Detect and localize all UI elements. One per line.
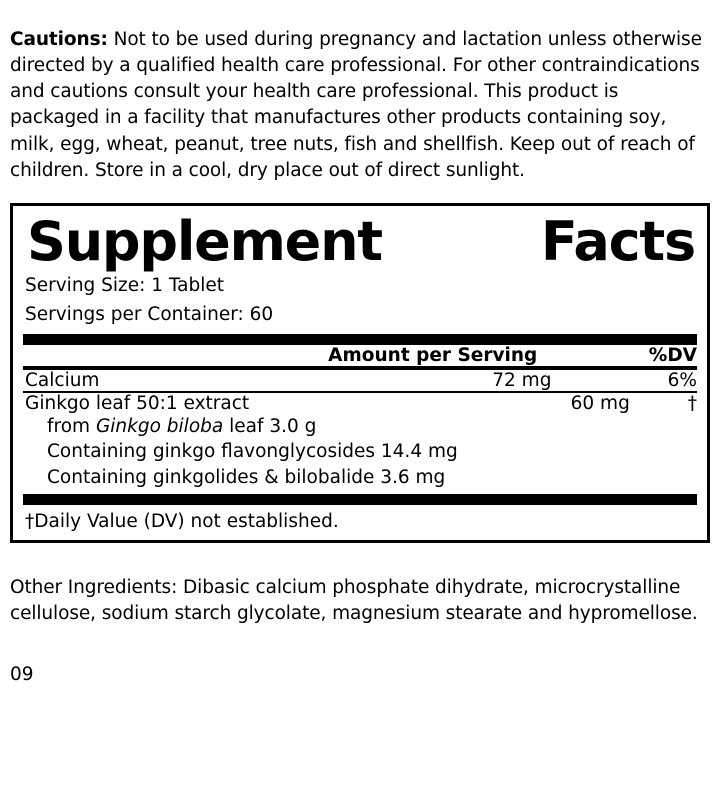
nutrition-table [23, 345, 697, 366]
daily-value-footnote: †Daily Value (DV) not established. [25, 510, 339, 532]
row-name-block [23, 393, 547, 489]
serving-size: Serving Size: 1 Tablet [25, 275, 225, 297]
supplement-facts-title-right: Facts [540, 209, 695, 273]
nutrition-rows-2 [23, 393, 697, 489]
row-amount: 72 mg [492, 370, 552, 392]
header-amount: Amount per Serving [328, 345, 538, 367]
nutrition-rows [23, 370, 697, 391]
table-row [23, 370, 697, 391]
other-ingredients: Other Ingredients: Dibasic calcium phosphate dihydrate, microcrystalline cellulose, sodium starch glycolate, magnesium stearate and hypromellose. [10, 577, 698, 625]
row-dv: 6% [667, 370, 697, 392]
cautions-text: Not to be used during pregnancy and lactation unless otherwise directed by a qualified health care professional. For other contraindications and cautions consult your health care professional. This product is packaged in a facility that manufactures other products containing soy, milk, egg, wheat, peanut, tree nuts, fish and shellfish. Keep out of reach of children. Store in a cool, dry place out of direct sunlight. [10, 28, 702, 181]
cautions-paragraph [10, 19, 710, 185]
divider-thick-top [23, 334, 697, 345]
label-page [0, 19, 720, 787]
row-subline: Containing ginkgo flavonglycosides 14.4 mg [47, 441, 458, 463]
row-dv: † [687, 393, 697, 415]
subline-italic: Ginkgo biloba [95, 416, 224, 438]
header-dv: %DV [648, 345, 697, 367]
divider-thick-bottom [23, 494, 697, 505]
supplement-facts-panel [10, 203, 710, 543]
supplement-facts-title [23, 209, 697, 274]
subline-pre: from [47, 416, 96, 438]
table-row [23, 393, 697, 489]
cautions-label: Cautions: [10, 28, 108, 50]
row-amount: 60 mg [570, 393, 630, 415]
revision-code: 09 [10, 664, 34, 686]
row-name: Ginkgo leaf 50:1 extract [25, 393, 250, 415]
subline-post: leaf 3.0 g [223, 416, 317, 438]
table-header-row [23, 345, 697, 366]
supplement-facts-title-left: Supplement [27, 209, 382, 273]
row-subline [25, 414, 547, 439]
row-subline: Containing ginkgolides & bilobalide 3.6 mg [47, 466, 446, 488]
servings-per-container: Servings per Container: 60 [25, 303, 274, 325]
row-name: Calcium [25, 370, 100, 392]
